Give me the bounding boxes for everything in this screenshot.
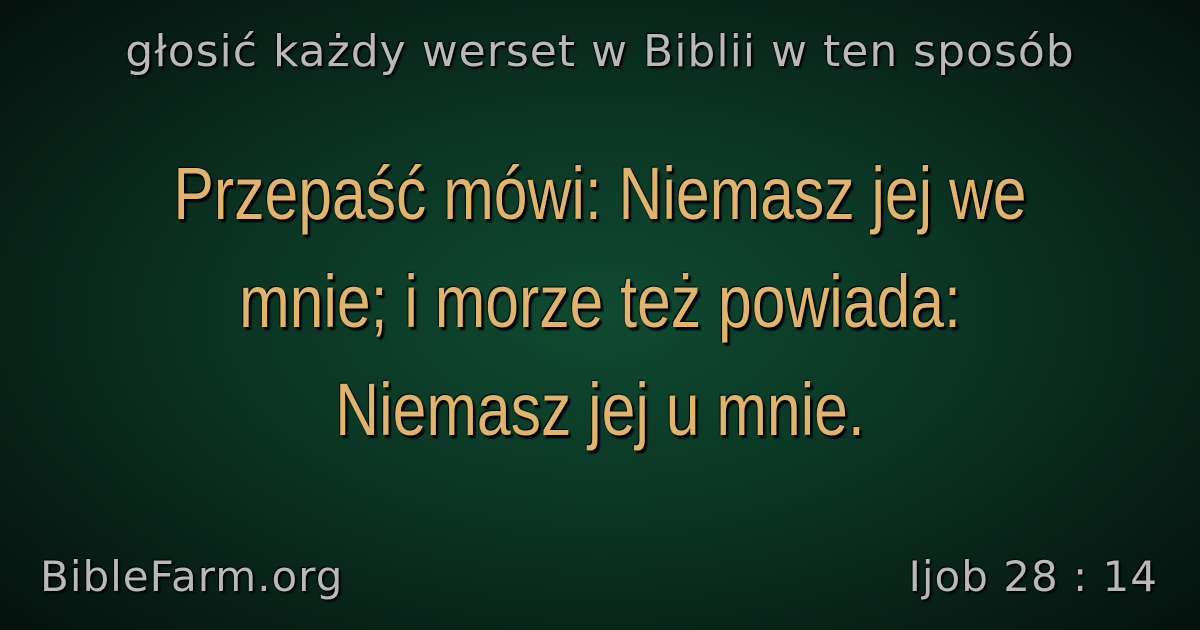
site-name: BibleFarm.org — [40, 552, 344, 601]
verse-reference: Ijob 28 : 14 — [908, 552, 1158, 601]
tagline: głosić każdy werset w Biblii w ten sposób — [125, 26, 1075, 77]
verse-text: Przepaść mówi: Niemasz jej we mnie; i morze też powiada: Niemasz jej u mnie. — [173, 152, 1027, 451]
